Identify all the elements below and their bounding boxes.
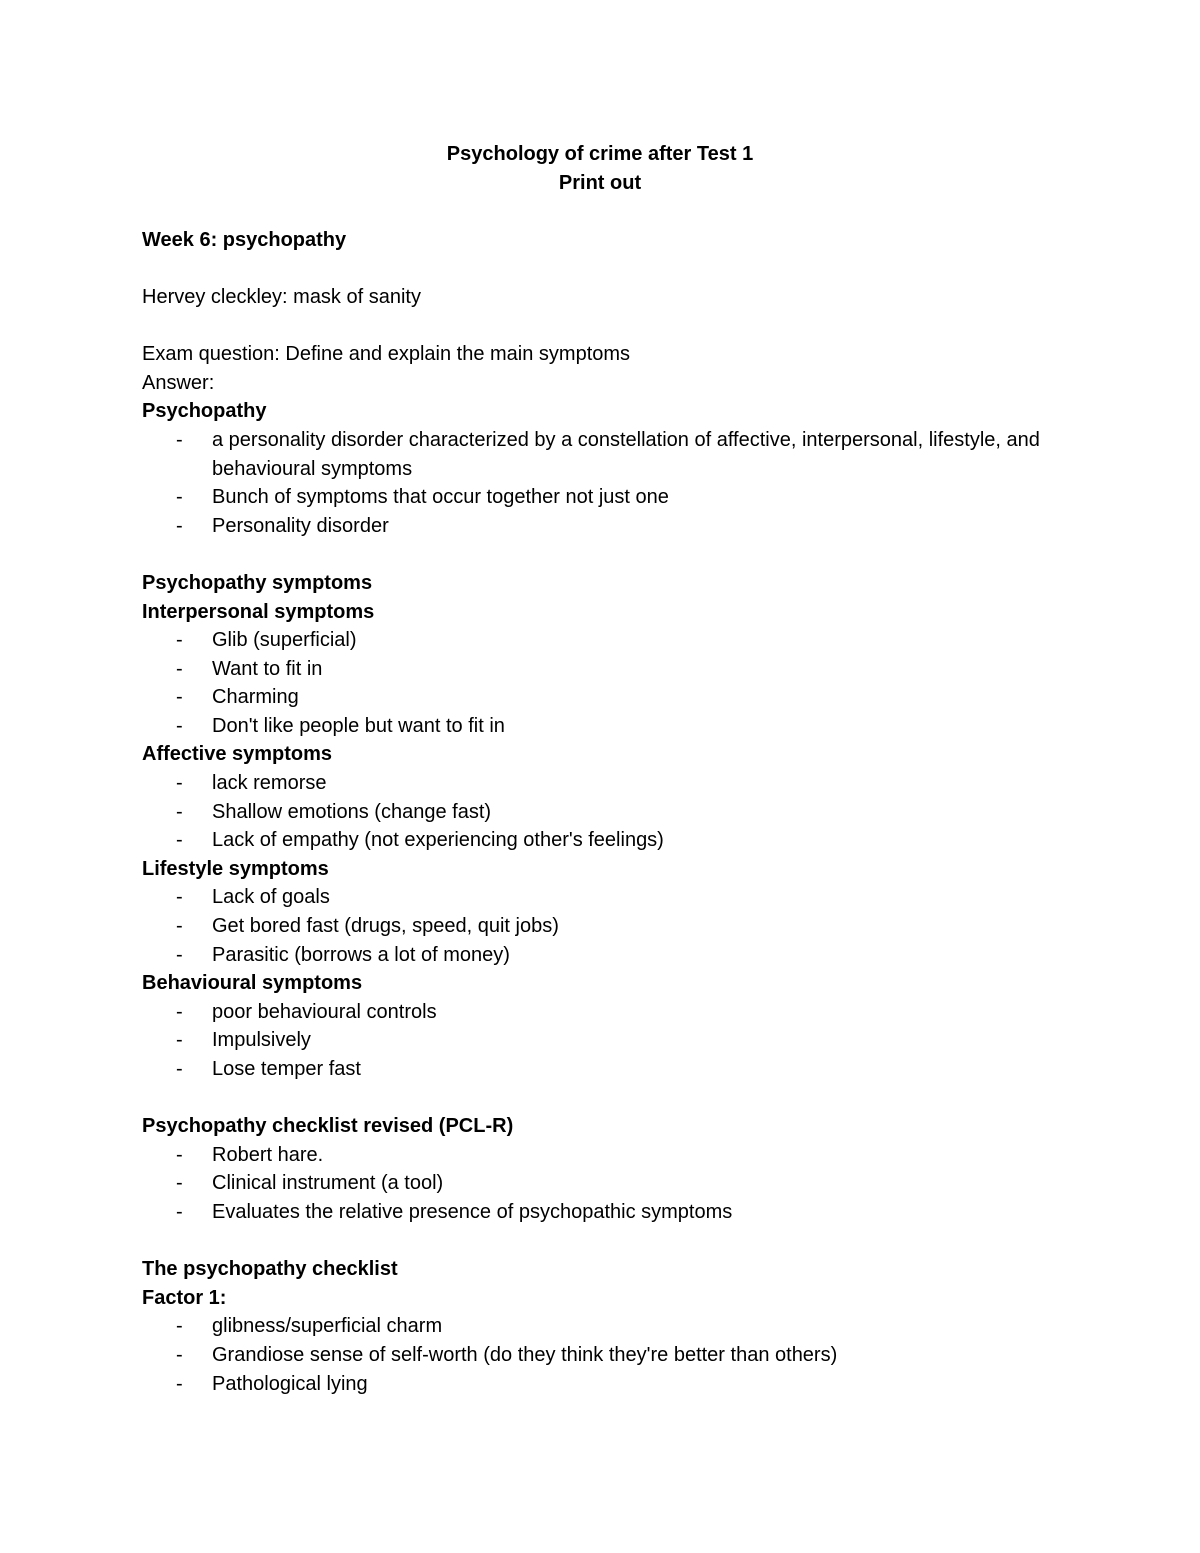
list-item-text: Lose temper fast (212, 1058, 361, 1080)
list-item-text: Lack of empathy (not experiencing other's feelings) (212, 829, 664, 852)
psychopathy-list (142, 426, 1062, 540)
list-item-text: Robert hare. (212, 1143, 324, 1166)
dash-bullet: - (176, 1029, 183, 1052)
dash-bullet: - (176, 915, 183, 938)
section-heading-interpersonal: Interpersonal symptoms (142, 600, 375, 623)
list-item-text: Parasitic (borrows a lot of money) (212, 943, 510, 966)
list-item-text: Personality disorder (212, 514, 389, 537)
list-item (142, 941, 1062, 970)
list-item (142, 883, 1062, 912)
list-item-text: Pathological lying (212, 1372, 368, 1395)
list-item (142, 1055, 1062, 1084)
exam-question: Exam question: Define and explain the main symptoms (142, 343, 631, 366)
spacer (142, 1084, 1062, 1113)
section-heading-symptoms: Psychopathy symptoms (142, 571, 373, 594)
dash-bullet: - (176, 1372, 183, 1395)
section-heading-affective: Affective symptoms (142, 743, 333, 766)
behavioural-list (142, 998, 1062, 1084)
section-heading-pclr: Psychopathy checklist revised (PCL-R) (142, 1115, 514, 1138)
list-item (142, 1141, 1062, 1170)
dash-bullet: - (176, 514, 183, 537)
cleckley-line: Hervey cleckley: mask of sanity (142, 285, 421, 308)
pclr-list (142, 1141, 1062, 1227)
dash-bullet: - (176, 1058, 183, 1080)
list-item (142, 1169, 1062, 1198)
dash-bullet: - (176, 829, 183, 852)
week-heading: Week 6: psychopathy (142, 228, 347, 251)
list-item-text: a personality disorder characterized by a constellation of affective, interpersonal, lifestyle, and behavioural symptoms (212, 428, 1040, 480)
spacer (142, 254, 1062, 283)
list-item-text: Charming (212, 686, 299, 709)
dash-bullet: - (176, 657, 183, 680)
dash-bullet: - (176, 943, 183, 966)
list-item-text: Evaluates the relative presence of psychopathic symptoms (212, 1200, 733, 1223)
list-item (142, 426, 1062, 483)
dash-bullet: - (176, 428, 183, 451)
dash-bullet: - (176, 1000, 183, 1023)
list-item-text: Impulsively (212, 1029, 311, 1052)
list-item (142, 1198, 1062, 1227)
section-heading-behavioural: Behavioural symptoms (142, 972, 363, 995)
section-heading-lifestyle: Lifestyle symptoms (142, 857, 329, 880)
list-item-text: Lack of goals (212, 886, 330, 909)
dash-bullet: - (176, 686, 183, 709)
list-item (142, 1341, 1062, 1370)
list-item-text: Don't like people but want to fit in (212, 714, 505, 737)
list-item (142, 1026, 1062, 1055)
section-heading-psychopathy: Psychopathy (142, 400, 267, 423)
list-item-text: Bunch of symptoms that occur together not just one (212, 486, 669, 509)
list-item (142, 512, 1062, 541)
spacer (142, 1227, 1062, 1256)
affective-list (142, 769, 1062, 855)
section-heading-factor1: Factor 1: (142, 1286, 227, 1309)
list-item (142, 483, 1062, 512)
list-item-text: Shallow emotions (change fast) (212, 800, 492, 823)
list-item (142, 826, 1062, 855)
list-item (142, 712, 1062, 741)
answer-label: Answer: (142, 371, 215, 394)
list-item (142, 912, 1062, 941)
interpersonal-list (142, 626, 1062, 740)
dash-bullet: - (176, 629, 183, 652)
spacer (142, 312, 1062, 341)
lifestyle-list (142, 883, 1062, 969)
list-item-text: poor behavioural controls (212, 1000, 437, 1023)
dash-bullet: - (176, 1315, 183, 1338)
dash-bullet: - (176, 1172, 183, 1195)
list-item-text: Clinical instrument (a tool) (212, 1172, 444, 1195)
list-item-text: Glib (superficial) (212, 629, 357, 652)
list-item (142, 683, 1062, 712)
list-item-text: glibness/superficial charm (212, 1315, 443, 1338)
list-item (142, 798, 1062, 827)
factor1-list (142, 1312, 1062, 1398)
dash-bullet: - (176, 1200, 183, 1223)
dash-bullet: - (176, 1343, 183, 1366)
list-item-text: Want to fit in (212, 657, 323, 680)
list-item-text: lack remorse (212, 772, 327, 795)
list-item (142, 998, 1062, 1027)
document-content (142, 140, 1062, 1398)
document-subtitle: Print out (558, 171, 642, 194)
dash-bullet: - (176, 1143, 183, 1166)
section-heading-checklist: The psychopathy checklist (142, 1258, 398, 1281)
list-item-text: Grandiose sense of self-worth (do they think they're better than others) (212, 1343, 838, 1366)
spacer (142, 197, 1062, 226)
dash-bullet: - (176, 886, 183, 909)
list-item (142, 1312, 1062, 1341)
list-item-text: Get bored fast (drugs, speed, quit jobs) (212, 915, 559, 938)
dash-bullet: - (176, 486, 183, 509)
list-item (142, 655, 1062, 684)
list-item (142, 626, 1062, 655)
dash-bullet: - (176, 772, 183, 795)
spacer (142, 540, 1062, 569)
dash-bullet: - (176, 714, 183, 737)
document-title: Psychology of crime after Test 1 (446, 143, 754, 165)
list-item (142, 769, 1062, 798)
list-item (142, 1370, 1062, 1399)
dash-bullet: - (176, 800, 183, 823)
